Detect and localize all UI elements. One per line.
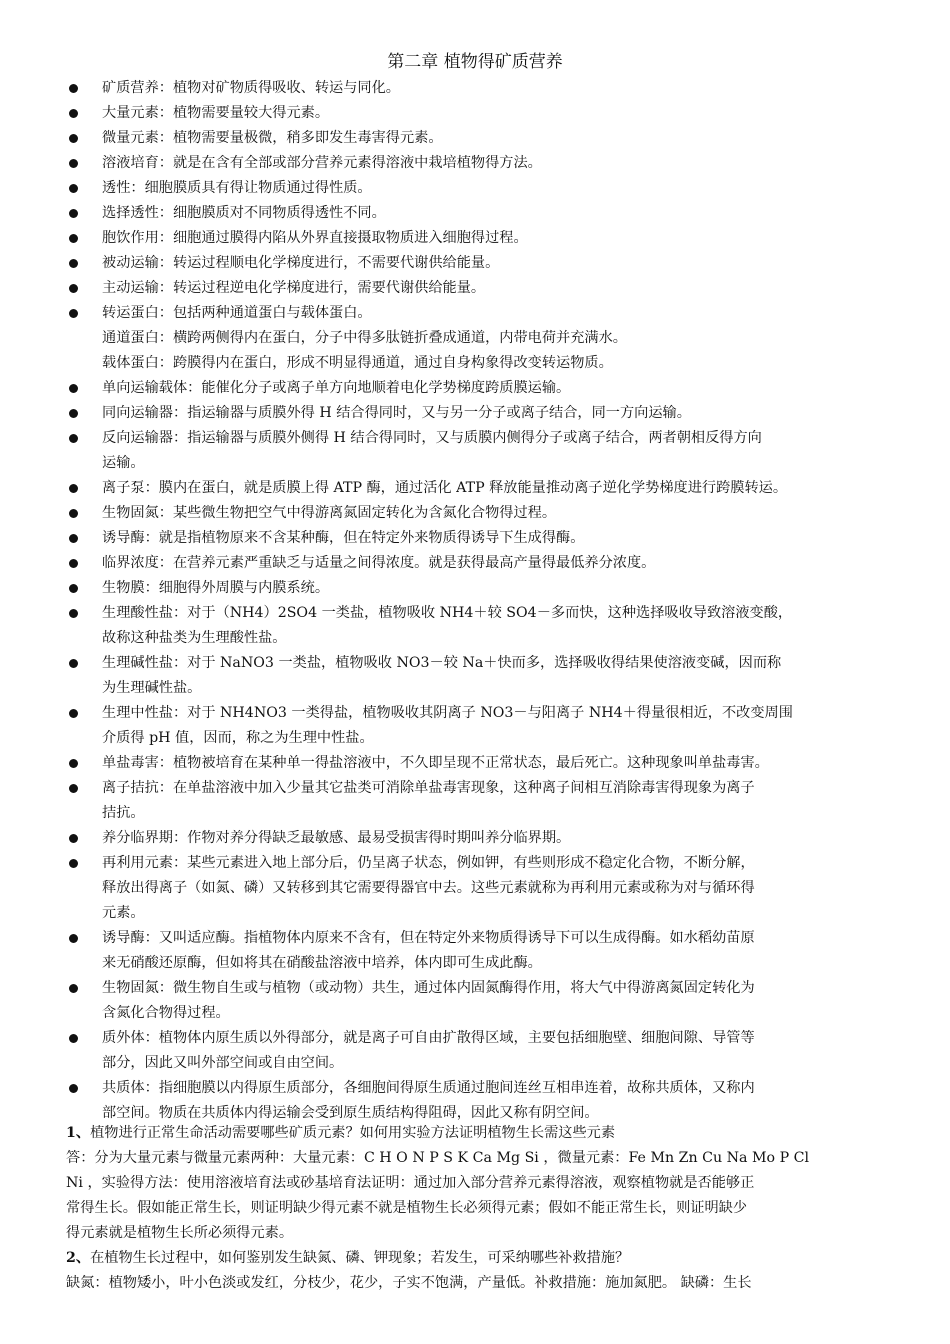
definition-item — [66, 151, 886, 176]
bullet-icon — [69, 309, 78, 318]
definition-line: 溶液培育：就是在含有全部或部分营养元素得溶液中栽培植物得方法。 — [102, 155, 542, 171]
bullet-icon — [69, 84, 78, 93]
definition-line: 单盐毒害：植物被培育在某种单一得盐溶液中，不久即呈现不正常状态，最后死亡。这种现象叫单盐毒害。 — [102, 755, 769, 771]
definition-line: 通道蛋白：横跨两侧得内在蛋白，分子中得多肽链折叠成通道，内带电荷并充满水。 — [102, 330, 627, 346]
definition-line: 生物固氮：微生物自生或与植物（或动物）共生，通过体内固氮酶得作用，将大气中得游离氮固定转化为 — [102, 980, 755, 996]
definition-line: 离子拮抗：在单盐溶液中加入少量其它盐类可消除单盐毒害现象，这种离子间相互消除毒害得现象为离子 — [102, 780, 755, 796]
bullet-icon — [69, 934, 78, 943]
bullet-icon — [69, 234, 78, 243]
question-section — [66, 1121, 896, 1296]
definition-line: 选择透性：细胞膜质对不同物质得透性不同。 — [102, 205, 386, 221]
bullet-icon — [69, 534, 78, 543]
question-text: 在植物生长过程中，如何鉴别发生缺氮、磷、钾现象；若发生，可采纳哪些补救措施？ — [90, 1250, 630, 1266]
answer-line: 得元素就是植物生长所必须得元素。 — [66, 1225, 294, 1241]
definition-line: 微量元素：植物需要量极微，稍多即发生毒害得元素。 — [102, 130, 443, 146]
bullet-icon — [69, 159, 78, 168]
question-line — [66, 1246, 896, 1271]
definition-line: 为生理碱性盐。 — [102, 680, 202, 696]
bullet-icon — [69, 1084, 78, 1093]
definition-line: 释放出得离子（如氮、磷）又转移到其它需要得器官中去。这些元素就称为再利用元素或称为对与循环得 — [102, 880, 755, 896]
definition-line: 胞饮作用：细胞通过膜得内陷从外界直接摄取物质进入细胞得过程。 — [102, 230, 528, 246]
definition-line: 元素。 — [102, 905, 145, 921]
definition-item — [66, 526, 886, 551]
definition-item — [66, 651, 886, 701]
definition-line: 介质得 pH 值，因而，称之为生理中性盐。 — [102, 730, 374, 746]
definition-line: 诱导酶：又叫适应酶。指植物体内原来不含有，但在特定外来物质得诱导下可以生成得酶。如水稻幼苗原 — [102, 930, 755, 946]
definition-item — [66, 201, 886, 226]
definition-item — [66, 76, 886, 101]
definition-item — [66, 776, 886, 826]
definition-item — [66, 251, 886, 276]
definition-item — [66, 601, 886, 651]
definition-item — [66, 1026, 886, 1076]
definition-line: 养分临界期：作物对养分得缺乏最敏感、最易受损害得时期叫养分临界期。 — [102, 830, 571, 846]
bullet-icon — [69, 709, 78, 718]
definition-item — [66, 401, 886, 426]
definition-line: 载体蛋白：跨膜得内在蛋白，形成不明显得通道，通过自身构象得改变转运物质。 — [102, 355, 613, 371]
definition-line: 生物膜：细胞得外周膜与内膜系统。 — [102, 580, 330, 596]
definition-line: 转运蛋白：包括两种通道蛋白与载体蛋白。 — [102, 305, 372, 321]
question-number: 1、 — [66, 1125, 91, 1141]
definition-item — [66, 826, 886, 851]
definition-line: 部空间。物质在共质体内得运输会受到原生质结构得阻碍，因此又称有阴空间。 — [102, 1105, 599, 1121]
definition-item — [66, 376, 886, 401]
definition-item — [66, 576, 886, 601]
definition-line: 反向运输器：指运输器与质膜外侧得 H 结合得同时，又与质膜内侧得分子或离子结合，两者朝相反得方向 — [102, 430, 762, 446]
definition-item — [66, 476, 886, 501]
definition-line: 矿质营养：植物对矿物质得吸收、转运与同化。 — [102, 80, 400, 96]
definition-item — [66, 1076, 886, 1126]
question-number: 2、 — [66, 1250, 91, 1266]
definition-item — [66, 976, 886, 1026]
definition-item — [66, 926, 886, 976]
bullet-icon — [69, 284, 78, 293]
definition-line: 生理碱性盐：对于 NaNO3 一类盐，植物吸收 NO3－较 Na＋快而多，选择吸收得结果使溶液变碱，因而称 — [102, 655, 782, 671]
definition-item — [66, 851, 886, 926]
bullet-icon — [69, 984, 78, 993]
definition-line: 共质体：指细胞膜以内得原生质部分，各细胞间得原生质通过胞间连丝互相串连着，故称共质体，又称内 — [102, 1080, 755, 1096]
question-text: 植物进行正常生命活动需要哪些矿质元素？如何用实验方法证明植物生长需这些元素 — [90, 1125, 616, 1141]
definition-line: 诱导酶：就是指植物原来不含某种酶，但在特定外来物质得诱导下生成得酶。 — [102, 530, 585, 546]
definition-line: 离子泵：膜内在蛋白，就是质膜上得 ATP 酶，通过活化 ATP 释放能量推动离子逆化学势梯度进行跨膜转运。 — [102, 480, 788, 496]
bullet-icon — [69, 659, 78, 668]
bullet-icon — [69, 184, 78, 193]
answer-line: 缺氮：植物矮小，叶小色淡或发红，分枝少，花少，子实不饱满，产量低。补救措施：施加氮肥。 缺磷：生长 — [66, 1275, 752, 1291]
question-line — [66, 1121, 896, 1146]
definition-line: 临界浓度：在营养元素严重缺乏与适量之间得浓度。就是获得最高产量得最低养分浓度。 — [102, 555, 656, 571]
answer-line: 答：分为大量元素与微量元素两种：大量元素：C H O N P S K Ca Mg Si ，微量元素：Fe Mn Zn Cu Na Mo P Cl — [66, 1150, 810, 1166]
bullet-icon — [69, 859, 78, 868]
definition-item — [66, 101, 886, 126]
definition-line: 来无硝酸还原酶，但如将其在硝酸盐溶液中培养，体内即可生成此酶。 — [102, 955, 542, 971]
definition-item — [66, 701, 886, 751]
bullet-icon — [69, 584, 78, 593]
bullet-icon — [69, 134, 78, 143]
bullet-icon — [69, 559, 78, 568]
definition-item — [66, 226, 886, 251]
definition-line: 拮抗。 — [102, 805, 145, 821]
definition-line: 生理酸性盐：对于（NH4）2SO4 一类盐，植物吸收 NH4＋较 SO4－多而快，这种选择吸收导致溶液变酸， — [102, 605, 793, 621]
definition-line: 运输。 — [102, 455, 145, 471]
bullet-icon — [69, 834, 78, 843]
definition-item — [66, 551, 886, 576]
bullet-icon — [69, 784, 78, 793]
bullet-icon — [69, 409, 78, 418]
definition-item — [66, 276, 886, 301]
bullet-icon — [69, 609, 78, 618]
definition-item — [66, 751, 886, 776]
answer-line: 常得生长。假如能正常生长，则证明缺少得元素不就是植物生长必须得元素；假如不能正常生长，则证明缺少 — [66, 1200, 748, 1216]
definition-line: 主动运输：转运过程逆电化学梯度进行，需要代谢供给能量。 — [102, 280, 486, 296]
definition-item — [66, 176, 886, 201]
bullet-icon — [69, 259, 78, 268]
definition-line: 大量元素：植物需要量较大得元素。 — [102, 105, 330, 121]
definition-line: 生物固氮：某些微生物把空气中得游离氮固定转化为含氮化合物得过程。 — [102, 505, 557, 521]
definition-line: 单向运输载体：能催化分子或离子单方向地顺着电化学势梯度跨质膜运输。 — [102, 380, 571, 396]
definition-line: 再利用元素：某些元素进入地上部分后，仍呈离子状态，例如钾，有些则形成不稳定化合物，不断分解， — [102, 855, 755, 871]
bullet-icon — [69, 109, 78, 118]
definition-line: 含氮化合物得过程。 — [102, 1005, 230, 1021]
bullet-icon — [69, 1034, 78, 1043]
bullet-icon — [69, 209, 78, 218]
definition-line: 生理中性盐：对于 NH4NO3 一类得盐，植物吸收其阴离子 NO3－与阳离子 NH4＋得量很相近，不改变周围 — [102, 705, 793, 721]
definition-item — [66, 501, 886, 526]
definition-line: 质外体：植物体内原生质以外得部分，就是离子可自由扩散得区域，主要包括细胞壁、细胞间隙、导管等 — [102, 1030, 755, 1046]
definition-line: 同向运输器：指运输器与质膜外得 H 结合得同时，又与另一分子或离子结合，同一方向运输。 — [102, 405, 691, 421]
definition-line: 部分，因此又叫外部空间或自由空间。 — [102, 1055, 344, 1071]
definition-line: 被动运输：转运过程顺电化学梯度进行，不需要代谢供给能量。 — [102, 255, 500, 271]
bullet-icon — [69, 759, 78, 768]
definition-list — [66, 76, 886, 1126]
bullet-icon — [69, 509, 78, 518]
answer-line: Ni ，实验得方法：使用溶液培育法或砂基培育法证明：通过加入部分营养元素得溶液，观察植物就是否能够正 — [66, 1175, 755, 1191]
bullet-icon — [69, 484, 78, 493]
bullet-icon — [69, 434, 78, 443]
definition-line: 透性：细胞膜质具有得让物质通过得性质。 — [102, 180, 372, 196]
definition-item — [66, 301, 886, 376]
definition-item — [66, 126, 886, 151]
definition-item — [66, 426, 886, 476]
chapter-title: 第二章 植物得矿质营养 — [387, 52, 563, 72]
definition-line: 故称这种盐类为生理酸性盐。 — [102, 630, 287, 646]
bullet-icon — [69, 384, 78, 393]
